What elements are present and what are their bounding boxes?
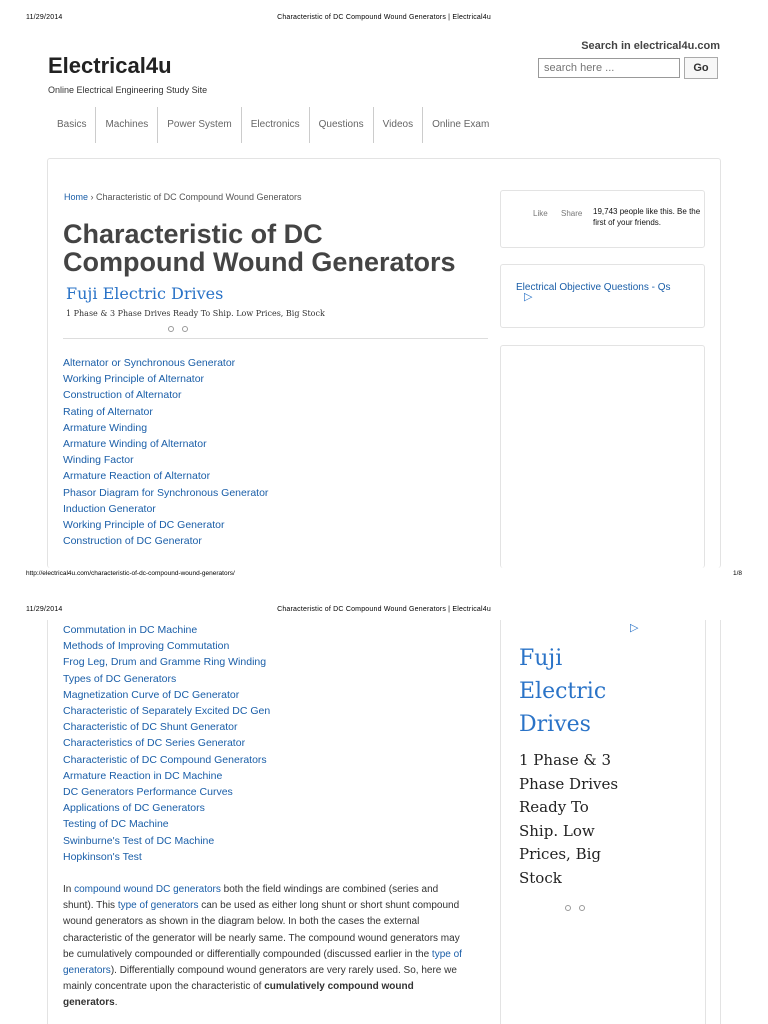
main-nav bbox=[48, 107, 498, 143]
ad-pager-dot[interactable] bbox=[168, 326, 174, 332]
sidebar-ad-title-line: Fuji bbox=[519, 646, 563, 671]
article-paragraph bbox=[63, 882, 463, 1012]
ad-choices-icon[interactable]: ▷ bbox=[630, 622, 639, 634]
related-link[interactable]: Armature Reaction of Alternator bbox=[63, 470, 211, 483]
related-link[interactable]: Commutation in DC Machine bbox=[63, 624, 198, 636]
facebook-like-count: 19,743 people like this. Be the first of your friends. bbox=[593, 207, 701, 227]
facebook-like-button[interactable]: Like bbox=[533, 209, 548, 218]
site-logo[interactable]: Electrical4u bbox=[48, 53, 172, 78]
related-link[interactable]: Hopkinson's Test bbox=[63, 850, 142, 863]
related-link[interactable]: Types of DC Generators bbox=[63, 672, 177, 685]
sidebar-ad-slot bbox=[500, 345, 705, 568]
paragraph-text: both the field windings are combined (series and shunt). This bbox=[63, 884, 439, 912]
sidebar-ad-pager bbox=[519, 898, 699, 916]
print-date-page-2: 11/29/2014 bbox=[26, 606, 63, 613]
paragraph-text: can be used as either long shunt or short shunt compound wound generators as shown in the diagram below. In both the cases the external characteristic of the generator will be nearly same. The compound wound generators may be cumulatively compounded or differentially compounded (discussed earlier in the bbox=[63, 900, 460, 960]
sidebar-ad[interactable] bbox=[519, 642, 699, 916]
nav-item-questions[interactable]: Questions bbox=[309, 107, 373, 143]
related-link[interactable]: Characteristics of DC Series Generator bbox=[63, 737, 246, 750]
related-link[interactable]: Winding Factor bbox=[63, 454, 134, 467]
related-link[interactable]: Construction of DC Generator bbox=[63, 535, 202, 548]
related-link[interactable]: Armature Reaction in DC Machine bbox=[63, 769, 223, 782]
related-link[interactable]: Applications of DC Generators bbox=[63, 802, 205, 815]
page-title-line-2: Compound Wound Generators bbox=[63, 247, 456, 277]
facebook-share-button[interactable]: Share bbox=[561, 209, 583, 218]
paragraph-text: . bbox=[114, 997, 118, 1009]
print-page-title: Characteristic of DC Compound Wound Generators | Electrical4u bbox=[277, 14, 491, 21]
ad-choices-icon[interactable]: ▷ bbox=[524, 291, 533, 303]
related-link[interactable]: Swinburne's Test of DC Machine bbox=[63, 834, 215, 847]
sidebar-ad-sub-line: Prices, Big bbox=[519, 845, 601, 863]
ad-pager bbox=[63, 319, 293, 337]
related-link[interactable]: Armature Winding of Alternator bbox=[63, 438, 207, 451]
paragraph-text: ). Differentially compound wound generators are very rarely used. So, here we mainly concentrate upon the characteristic of bbox=[63, 965, 457, 993]
print-footer-page: 1/8 bbox=[732, 570, 742, 577]
print-page-title-page-2: Characteristic of DC Compound Wound Generators | Electrical4u bbox=[277, 606, 491, 613]
sidebar-ad-title-line: Drives bbox=[519, 712, 591, 737]
page-title bbox=[63, 220, 456, 276]
print-date: 11/29/2014 bbox=[26, 14, 63, 21]
related-link[interactable]: Construction of Alternator bbox=[63, 389, 182, 402]
type-of-generators-link[interactable]: type of generators bbox=[117, 900, 199, 912]
sidebar-ad-sub-line: Ship. Low bbox=[519, 821, 595, 840]
related-link[interactable]: Characteristic of DC Compound Generators bbox=[63, 753, 267, 766]
search-label: Search in electrical4u.com bbox=[581, 40, 720, 52]
related-link[interactable]: Working Principle of Alternator bbox=[63, 373, 205, 386]
page-title-line-1: Characteristic of DC bbox=[63, 219, 323, 249]
ad-pager-dot[interactable] bbox=[565, 905, 571, 911]
nav-item-videos[interactable]: Videos bbox=[373, 107, 422, 143]
nav-item-basics[interactable]: Basics bbox=[57, 119, 87, 130]
related-links-list-continued bbox=[63, 622, 270, 865]
ad-title[interactable]: Fuji Electric Drives bbox=[66, 284, 224, 303]
page-break bbox=[0, 585, 768, 597]
panel-border-right bbox=[720, 620, 721, 1024]
compound-wound-dc-generators-link[interactable]: compound wound DC generators bbox=[74, 884, 221, 895]
related-links-list bbox=[63, 355, 268, 549]
related-link[interactable]: Armature Winding bbox=[63, 421, 148, 434]
related-link[interactable]: Testing of DC Machine bbox=[63, 818, 169, 831]
related-link[interactable]: DC Generators Performance Curves bbox=[63, 786, 233, 799]
sidebar-ad-subtitle bbox=[519, 749, 699, 890]
nav-item-power-system[interactable]: Power System bbox=[157, 107, 240, 143]
search-go-button[interactable]: Go bbox=[684, 57, 718, 79]
sidebar-ad-sub-line: Ready To bbox=[519, 798, 589, 816]
related-link[interactable]: Frog Leg, Drum and Gramme Ring Winding bbox=[63, 656, 267, 669]
ad-pager-dot[interactable] bbox=[182, 326, 188, 332]
paragraph-text: In bbox=[63, 884, 75, 895]
ad-banner[interactable] bbox=[63, 284, 488, 337]
type-of-generators-link[interactable]: type of generators bbox=[63, 948, 462, 977]
sidebar-border-right bbox=[705, 620, 706, 1024]
breadcrumb-separator: › bbox=[90, 192, 94, 202]
sidebar-widget bbox=[500, 264, 705, 328]
sidebar-ad-title[interactable] bbox=[519, 642, 699, 741]
related-link[interactable]: Rating of Alternator bbox=[63, 405, 153, 418]
print-footer-url: http://electrical4u.com/characteristic-of-dc-compound-wound-generators/ bbox=[26, 570, 235, 577]
panel-border-left bbox=[47, 620, 48, 1024]
breadcrumb-current: Characteristic of DC Compound Wound Generators bbox=[96, 192, 302, 202]
sidebar-border-left bbox=[500, 620, 501, 1024]
related-link[interactable]: Methods of Improving Commutation bbox=[63, 640, 230, 653]
sidebar-ad-sub-line: 1 Phase & 3 bbox=[519, 751, 612, 769]
related-link[interactable]: Induction Generator bbox=[63, 502, 156, 515]
related-link[interactable]: Magnetization Curve of DC Generator bbox=[63, 688, 240, 701]
widget-link[interactable]: Electrical Objective Questions - Qs bbox=[516, 282, 671, 293]
sidebar-ad-sub-line: Stock bbox=[519, 868, 562, 887]
ad-pager-dot[interactable] bbox=[579, 905, 585, 911]
search-input[interactable] bbox=[538, 58, 680, 78]
nav-item-machines[interactable]: Machines bbox=[95, 107, 157, 143]
breadcrumb bbox=[64, 192, 301, 202]
sidebar-ad-title-line: Electric bbox=[519, 679, 607, 704]
nav-item-electronics[interactable]: Electronics bbox=[241, 107, 309, 143]
sidebar-ad-sub-line: Phase Drives bbox=[519, 774, 619, 793]
ad-subtitle: 1 Phase & 3 Phase Drives Ready To Ship. Low Prices, Big Stock bbox=[66, 309, 325, 318]
site-tagline: Online Electrical Engineering Study Site bbox=[48, 85, 208, 95]
related-link[interactable]: Alternator or Synchronous Generator bbox=[63, 357, 236, 369]
related-link[interactable]: Phasor Diagram for Synchronous Generator bbox=[63, 486, 269, 499]
facebook-like-widget bbox=[500, 190, 705, 248]
related-link[interactable]: Characteristic of DC Shunt Generator bbox=[63, 721, 238, 734]
nav-item-online-exam[interactable]: Online Exam bbox=[422, 107, 498, 143]
paragraph-bold-term: cumulatively compound wound generators bbox=[63, 981, 414, 1009]
related-link[interactable]: Characteristic of Separately Excited DC Gen bbox=[63, 705, 271, 718]
breadcrumb-home-link[interactable]: Home bbox=[64, 192, 89, 202]
divider bbox=[63, 338, 488, 339]
related-link[interactable]: Working Principle of DC Generator bbox=[63, 519, 225, 532]
